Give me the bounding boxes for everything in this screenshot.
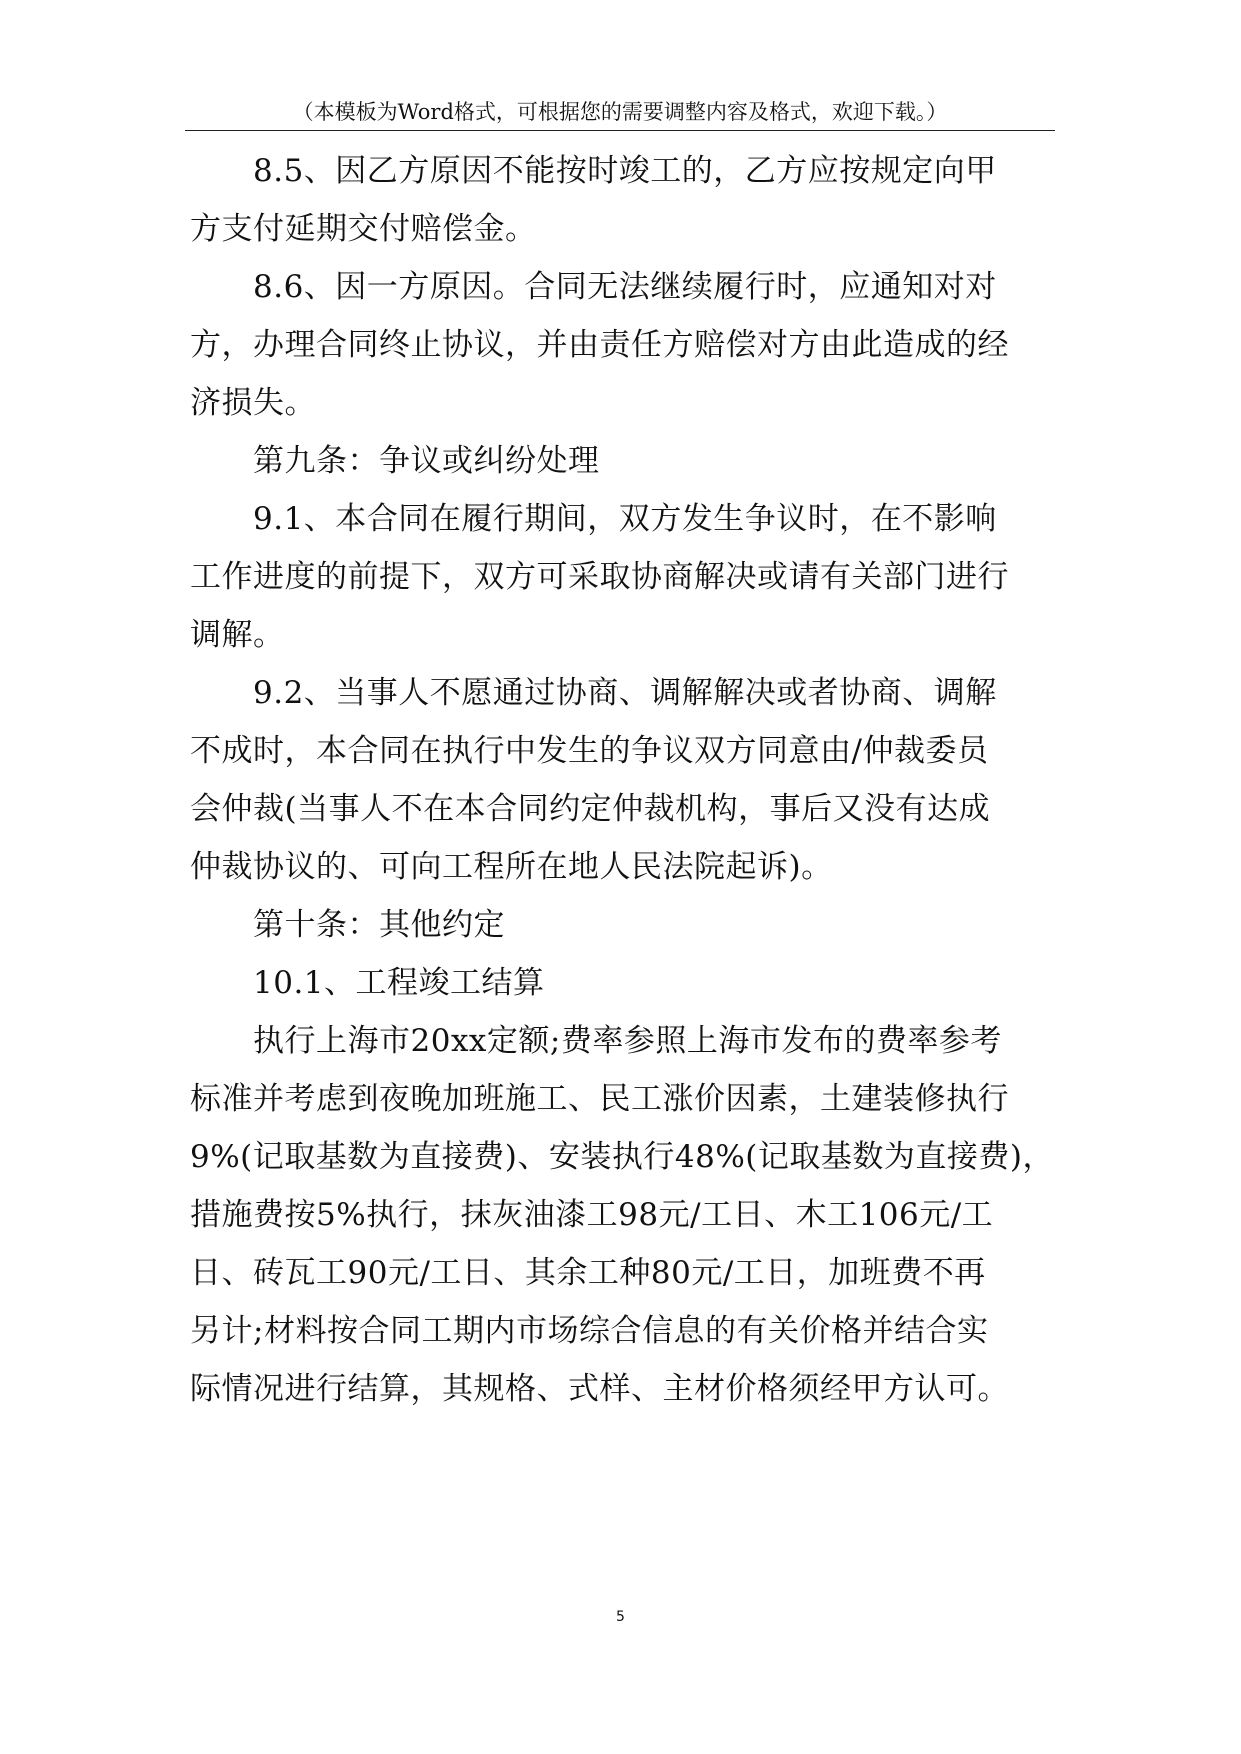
text-line: 执行上海市20xx定额;费率参照上海市发布的费率参考 xyxy=(190,1023,1002,1059)
text-line: 另计;材料按合同工期内市场综合信息的有关价格并结合实 xyxy=(190,1313,989,1349)
page-number: 5 xyxy=(616,1609,625,1625)
text-line: 9.2、当事人不愿通过协商、调解解决或者协商、调解 xyxy=(190,675,997,711)
text-line: 济损失。 xyxy=(190,385,316,421)
text-line: 9.1、本合同在履行期间，双方发生争议时，在不影响 xyxy=(190,501,997,537)
text-line: 8.6、因一方原因。合同无法继续履行时，应通知对对 xyxy=(190,269,997,305)
text-line: 标准并考虑到夜晚加班施工、民工涨价因素，土建装修执行 xyxy=(190,1081,1009,1117)
subsection-heading: 10.1、工程竣工结算 xyxy=(190,965,545,1001)
text-line: 日、砖瓦工90元/工日、其余工种80元/工日，加班费不再 xyxy=(190,1255,986,1291)
text-line: 工作进度的前提下，双方可采取协商解决或请有关部门进行 xyxy=(190,559,1009,595)
text-line: 调解。 xyxy=(190,617,285,653)
text-line: 9%(记取基数为直接费)、安装执行48%(记取基数为直接费)， xyxy=(190,1139,1054,1175)
text-line: 措施费按5%执行，抹灰油漆工98元/工日、木工106元/工 xyxy=(190,1197,994,1233)
text-line: 仲裁协议的、可向工程所在地人民法院起诉)。 xyxy=(190,849,833,885)
text-line: 会仲裁(当事人不在本合同约定仲裁机构，事后又没有达成 xyxy=(190,791,991,827)
header-note: （本模板为Word格式，可根据您的需要调整内容及格式，欢迎下载。） xyxy=(292,100,948,124)
text-line: 8.5、因乙方原因不能按时竣工的，乙方应按规定向甲 xyxy=(190,153,997,189)
text-line: 方支付延期交付赔偿金。 xyxy=(190,211,537,247)
section-heading: 第九条：争议或纠纷处理 xyxy=(190,443,600,479)
header-divider xyxy=(185,130,1055,131)
document-body xyxy=(190,154,1070,1406)
text-line: 不成时，本合同在执行中发生的争议双方同意由/仲裁委员 xyxy=(190,733,989,769)
text-line: 方，办理合同终止协议，并由责任方赔偿对方由此造成的经 xyxy=(190,327,1009,363)
section-heading: 第十条：其他约定 xyxy=(190,907,505,943)
text-line: 际情况进行结算，其规格、式样、主材价格须经甲方认可。 xyxy=(190,1371,1009,1407)
